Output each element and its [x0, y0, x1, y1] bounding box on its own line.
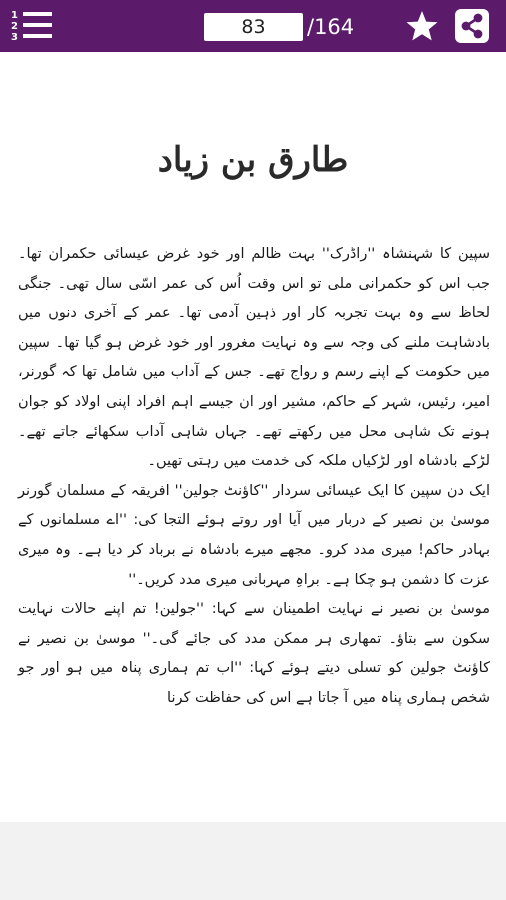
- total-pages-label: /164: [307, 15, 355, 39]
- svg-text:1: 1: [11, 10, 18, 21]
- star-icon[interactable]: [404, 9, 440, 43]
- chapter-title: طارق بن زیاد: [157, 140, 349, 180]
- share-button[interactable]: [455, 9, 489, 43]
- paragraph: موسیٰ بن نصیر نے نہایت اطمینان سے کہا: ''جولین! تم اپنے حالات نہایت سکون سے بتاؤ۔ تمھاری ہر ممکن مدد کی جائے گی۔'' موسیٰ بن نصیر نے کاؤنٹ جولین کو تسلی دیتے ہوئے کہا: ''اب تم ہماری پناہ میں ہو اور جو شخص ہماری پناہ میں آ جاتا ہے اس کی حفاظت کرنا: [18, 601, 490, 706]
- paragraph: ایک دن سپین کا ایک عیسائی سردار ''کاؤنٹ جولین'' افریقہ کے مسلمان گورنر موسیٰ بن نصیر کے دربار میں آیا اور روتے ہوئے التجا کی: ''اے مسلمانوں کے بہادر حاکم! میری مدد کرو۔ مجھے میرے بادشاہ نے برباد کر دیا ہے۔ وہ میری عزت کا دشمن ہو چکا ہے۔ براہِ مہربانی میری مدد کریں۔'': [18, 482, 490, 588]
- top-toolbar: [0, 0, 506, 52]
- svg-text:3: 3: [11, 32, 18, 43]
- page-content: [0, 52, 506, 822]
- share-icon: [455, 9, 489, 43]
- paragraph: سپین کا شہنشاہ ''راڈرک'' بہت ظالم اور خود غرض عیسائی حکمران تھا۔ جب اس کو حکمرانی ملی تو اس وقت اُس کی عمر اسّی سال تھی۔ جنگی لحاظ سے وہ بہت تجربہ کار اور ذہین آدمی تھا۔ عمر کے آخری دنوں میں بادشاہت ملنے کی وجہ سے وہ نہایت مغرور اور خود غرض ہو گیا تھا۔ سپین میں حکومت کے اپنے رسم و رواج تھے۔ جس کے آداب میں شامل تھا کہ گورنر، امیر، رئیس، شہر کے حاکم، مشیر اور ان جیسے اہم افراد اپنی اولاد کو جوان ہونے تک شاہی محل میں رکھتے تھے۔ جہاں شاہی آداب سکھائے جاتے تھے۔ لڑکے بادشاہ اور لڑکیاں ملکہ کی خدمت میں رہتی تھیں۔: [18, 246, 490, 470]
- page-number-input[interactable]: [204, 13, 303, 41]
- numbered-list-icon[interactable]: [10, 8, 56, 44]
- svg-text:2: 2: [11, 21, 18, 32]
- chapter-body: [18, 240, 490, 714]
